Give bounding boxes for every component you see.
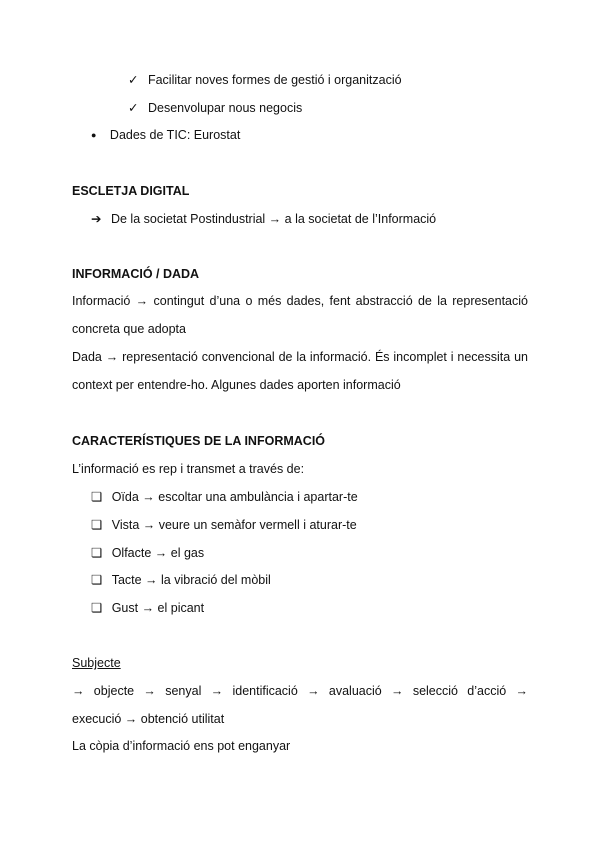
checkbox-square-icon: ❏ bbox=[91, 573, 103, 587]
checkbox-square-icon: ❏ bbox=[91, 490, 103, 504]
list-item-text: Gust → el picant bbox=[111, 601, 205, 615]
arrow-item bbox=[91, 211, 436, 226]
checkbox-square-icon: ❏ bbox=[91, 546, 103, 560]
bullet-icon: ● bbox=[91, 130, 97, 140]
paragraph-informacio bbox=[72, 287, 528, 399]
section-heading-informacio-dada: INFORMACIÓ / DADA bbox=[72, 267, 200, 281]
paragraph-line bbox=[72, 649, 528, 705]
list-item-text: Tacte → la vibració del mòbil bbox=[111, 573, 271, 587]
checkmark-icon: ✓ bbox=[128, 101, 139, 115]
checkmark-icon: ✓ bbox=[128, 73, 139, 87]
list-item-text: Oïda → escoltar una ambulància i apartar-te bbox=[111, 490, 358, 504]
chain-text: → objecte → senyal → identificació → avaluació → selecció d’acció → bbox=[72, 684, 528, 698]
intro-text: L’informació es rep i transmet a través de: bbox=[72, 462, 305, 476]
section-heading-caracteristiques: CARACTERÍSTIQUES DE LA INFORMACIÓ bbox=[72, 434, 326, 448]
checkbox-list-item bbox=[91, 489, 358, 504]
checkbox-list-item bbox=[91, 572, 271, 587]
bullet-item bbox=[91, 128, 240, 142]
checkbox-list-item bbox=[91, 517, 357, 532]
paragraph-line: Dada → representació convencional de la informació. És incomplet i necessita un bbox=[72, 350, 528, 364]
paragraph-line: execució → obtenció utilitat bbox=[72, 712, 225, 726]
arrow-icon: ➔ bbox=[91, 212, 102, 226]
paragraph-line: Informació → contingut d’una o més dades, fent abstracció de la representació bbox=[72, 294, 528, 308]
underlined-term: Subjecte bbox=[72, 656, 121, 670]
list-item-text: Olfacte → el gas bbox=[111, 546, 205, 560]
check-item bbox=[128, 100, 302, 115]
bullet-item-text: Dades de TIC: Eurostat bbox=[109, 128, 241, 142]
check-item bbox=[128, 72, 402, 87]
arrow-item-text: De la societat Postindustrial → a la societat de l’Informació bbox=[110, 212, 437, 226]
check-item-text: Facilitar noves formes de gestió i organització bbox=[147, 73, 402, 87]
checkbox-square-icon: ❏ bbox=[91, 601, 103, 615]
paragraph-line: concreta que adopta bbox=[72, 322, 186, 336]
list-item-text: Vista → veure un semàfor vermell i aturar-te bbox=[111, 518, 357, 532]
checkbox-square-icon: ❏ bbox=[91, 518, 103, 532]
section-heading-escletja: ESCLETJA DIGITAL bbox=[72, 184, 190, 198]
closing-text: La còpia d’informació ens pot enganyar bbox=[72, 739, 291, 753]
check-item-text: Desenvolupar nous negocis bbox=[147, 101, 303, 115]
checkbox-list-item bbox=[91, 545, 204, 560]
paragraph-line: context per entendre-ho. Algunes dades aporten informació bbox=[72, 378, 401, 392]
checkbox-list-item bbox=[91, 600, 204, 615]
paragraph-subjecte bbox=[72, 649, 528, 733]
